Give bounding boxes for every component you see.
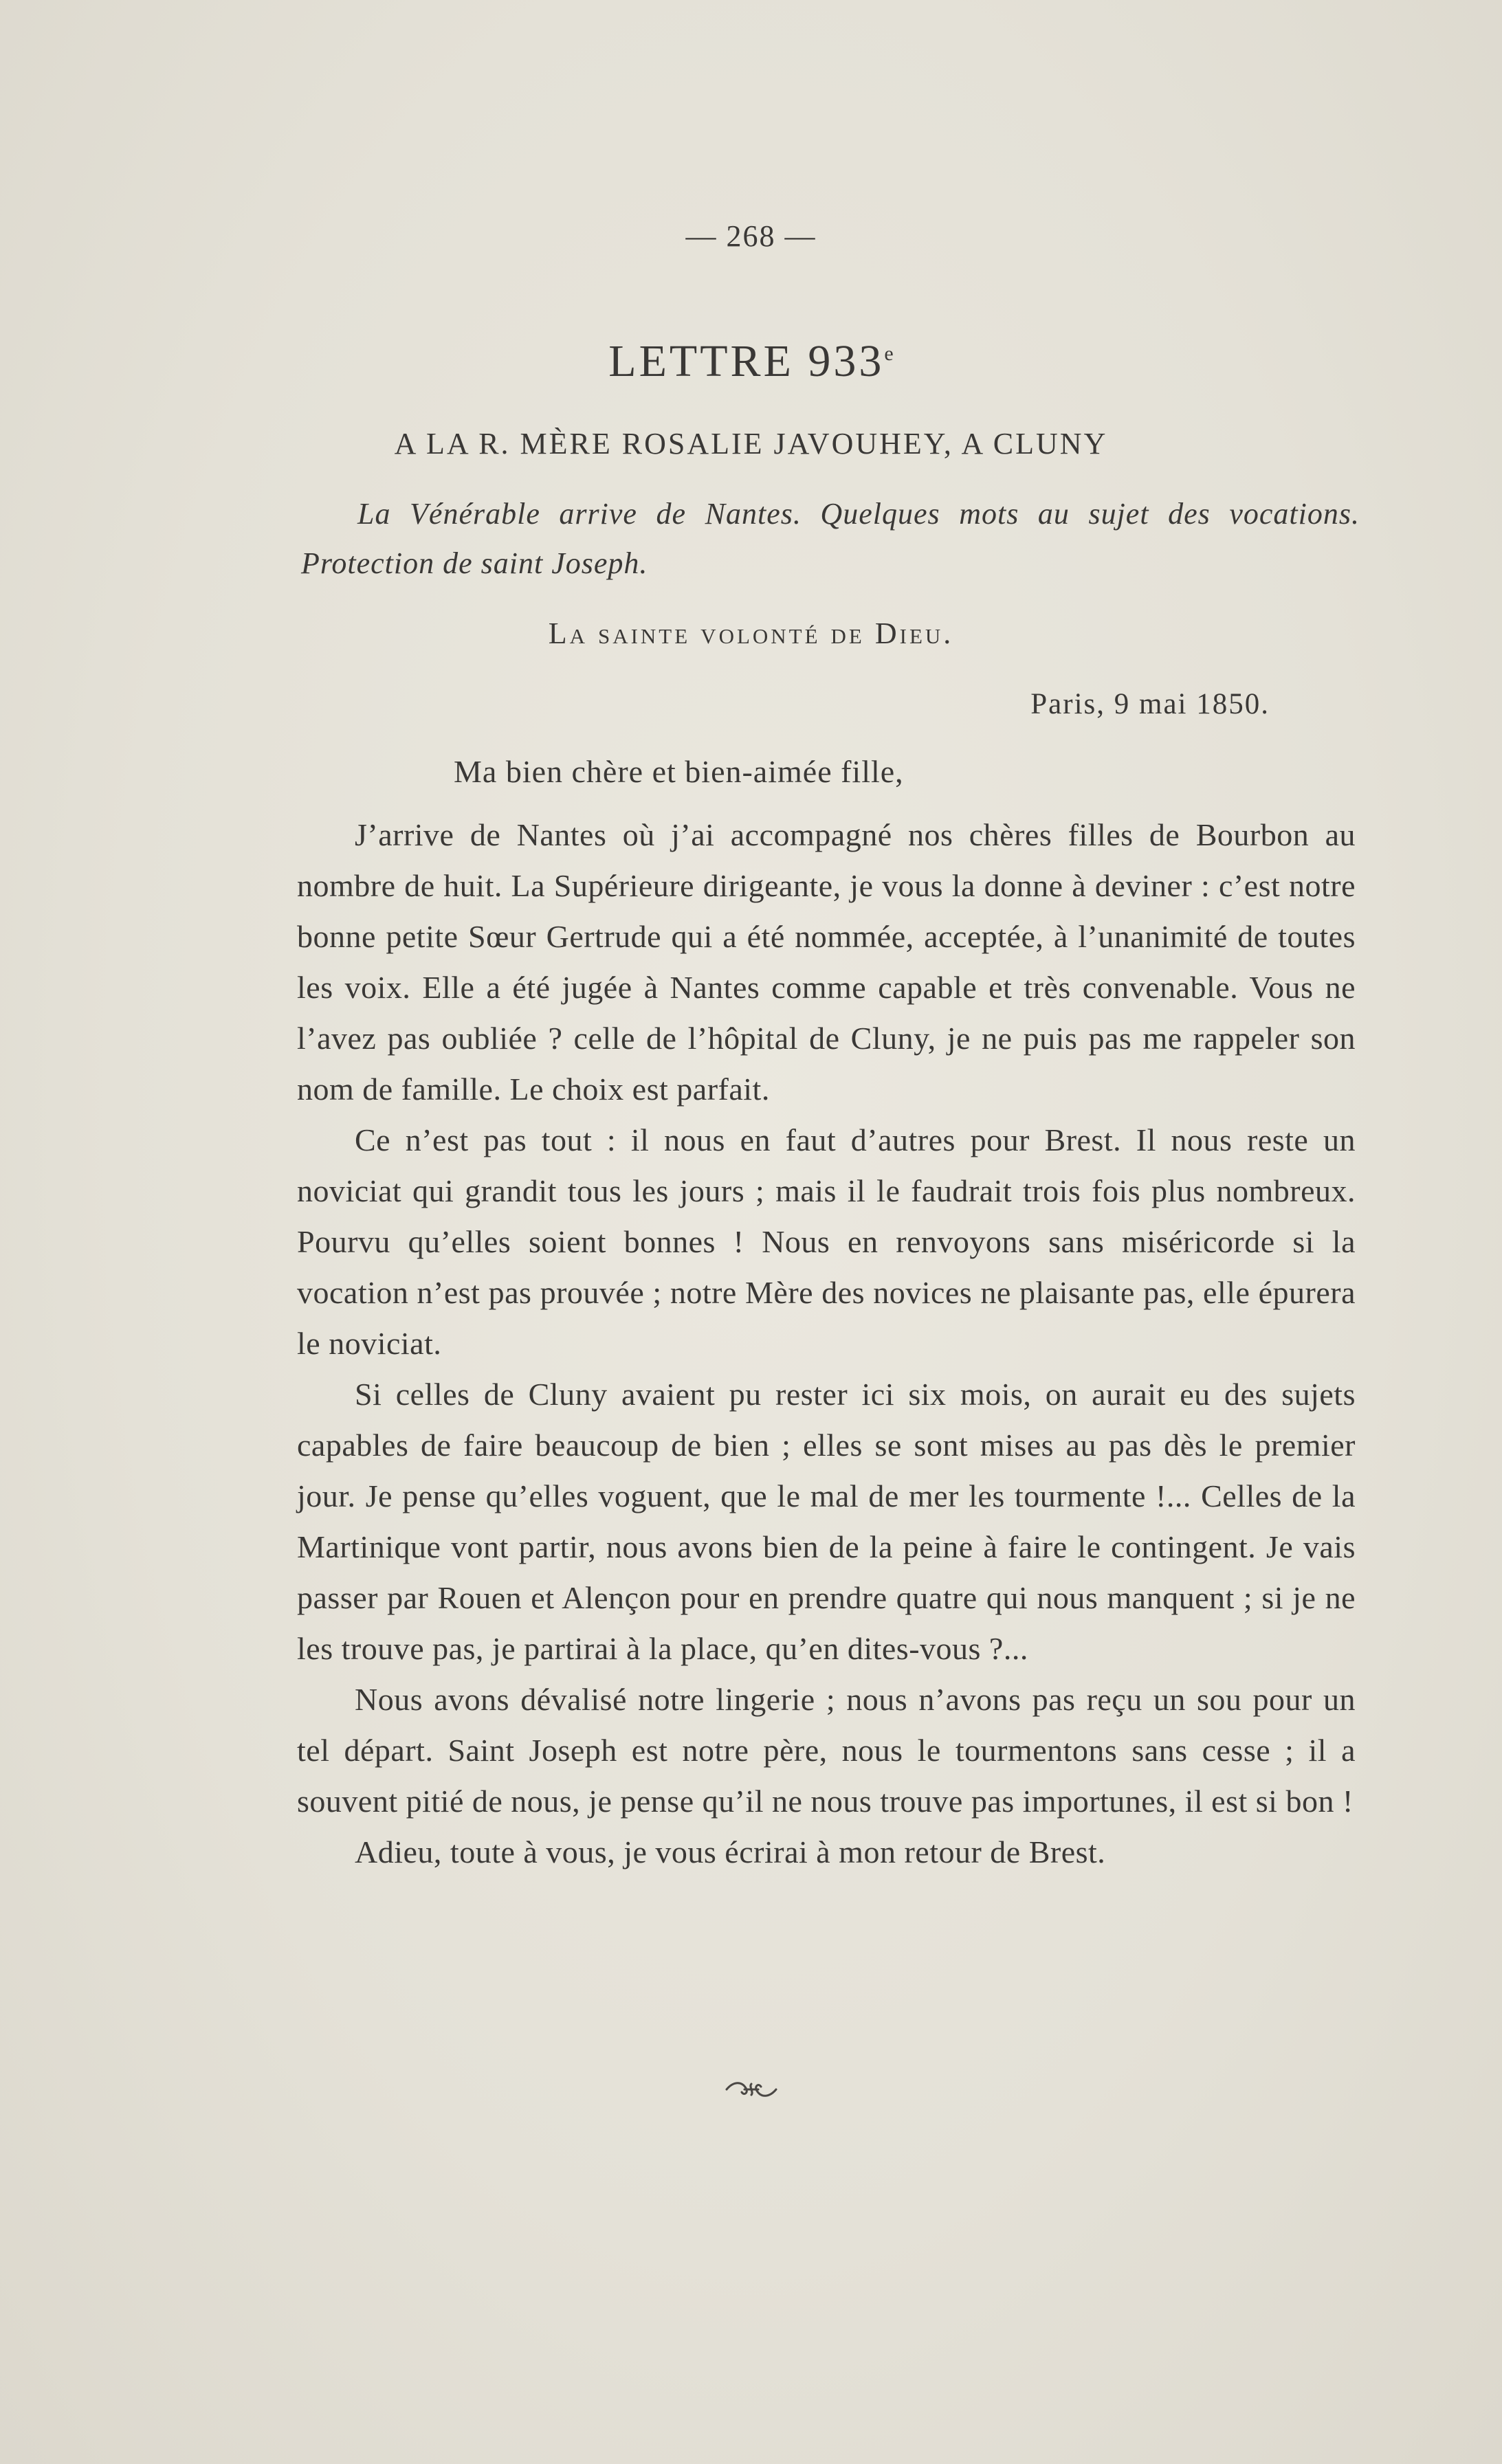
fleuron-icon: [0, 2074, 1502, 2109]
letter-invocation: La sainte volonté de Dieu.: [548, 617, 954, 650]
letter-salutation: Ma bien chère et bien-aimée fille,: [454, 754, 904, 789]
paragraph-5: Adieu, toute à vous, je vous écrirai à mon retour de Brest.: [355, 1834, 1106, 1869]
letter-title: [0, 335, 1502, 388]
letter-body: [297, 810, 1356, 1878]
letter-title-suffix: e: [884, 342, 894, 365]
page-number: — 268 —: [685, 219, 817, 253]
letter-addressee: A LA R. MÈRE ROSALIE JAVOUHEY, A CLUNY: [394, 427, 1108, 460]
paragraph-2: Ce n’est pas tout : il nous en faut d’autres pour Brest. Il nous reste un noviciat qui grandit tous les jours ; mais il le faudrait trois fois plus nombreux. Pourvu qu’elles soient bonnes ! Nous en renvoyons sans miséricorde si la vocation n’est pas prouvée ; notre Mère des novices ne plaisante pas, elle épurera le noviciat.: [297, 1122, 1356, 1361]
fleuron-icon-svg: [724, 2077, 779, 2102]
paragraph-3: Si celles de Cluny avaient pu rester ici six mois, on aurait eu des sujets capables de faire beaucoup de bien ; elles se sont mises au pas dès le premier jour. Je pense qu’elles voguent, que le mal de mer les tourmente !... Celles de la Martinique vont partir, nous avons bien de la peine à faire le contingent. Je vais passer par Rouen et Alençon pour en prendre quatre qui nous manquent ; si je ne les trouve pas, je partirai à la place, qu’en dites-vous ?...: [297, 1377, 1356, 1666]
paragraph-1: J’arrive de Nantes où j’ai accompagné nos chères filles de Bourbon au nombre de huit. La Supérieure dirigeante, je vous la donne à deviner : c’est notre bonne petite Sœur Gertrude qui a été nommée, acceptée, à l’unanimité de toutes les voix. Elle a été jugée à Nantes comme capable et très convenable. Vous ne l’avez pas oubliée ? celle de l’hôpital de Cluny, je ne puis pas me rappeler son nom de famille. Le choix est parfait.: [297, 817, 1356, 1107]
paragraph-4: Nous avons dévalisé notre lingerie ; nous n’avons pas reçu un sou pour un tel départ. Saint Joseph est notre père, nous le tourmentons sans cesse ; il a souvent pitié de nous, je pense qu’il ne nous trouve pas importunes, il est si bon !: [297, 1682, 1356, 1819]
letter-date: Paris, 9 mai 1850.: [1030, 688, 1270, 720]
letter-title-text: LETTRE 933: [608, 336, 885, 386]
letter-summary: La Vénérable arrive de Nantes. Quelques mots au sujet des vocations. Protection de saint Joseph.: [301, 497, 1360, 580]
